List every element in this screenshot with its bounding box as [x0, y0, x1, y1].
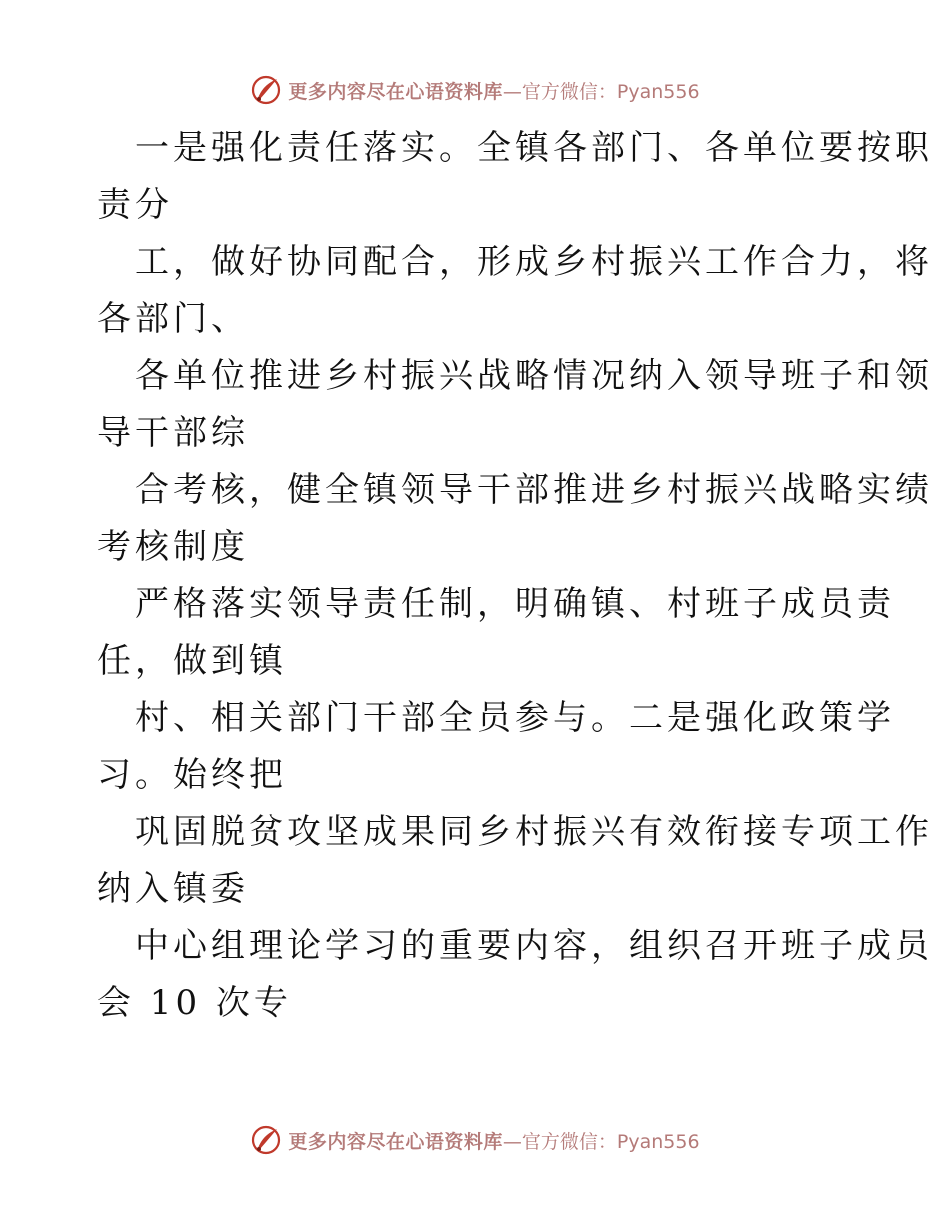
paragraph-line: 中心组理论学习的重要内容，组织召开班子成员: [135, 926, 933, 966]
footer-banner-suffix: —官方微信：Pyan556: [502, 1130, 700, 1153]
paragraph-1: [97, 120, 933, 234]
paragraph-3: [97, 348, 933, 462]
paragraph-continuation: 会 10 次专: [97, 983, 292, 1023]
paragraph-5: [97, 576, 895, 690]
paragraph-4: [97, 462, 933, 576]
paragraph-continuation: 任，做到镇: [97, 641, 287, 681]
paragraph-7: [97, 804, 933, 918]
header-banner-text: 更多内容尽在心语资料库: [288, 80, 503, 103]
paragraph-line: 工，做好协同配合，形成乡村振兴工作合力，将: [135, 242, 933, 282]
quill-logo-icon: [250, 74, 282, 106]
paragraph-continuation: 习。始终把: [97, 755, 287, 795]
paragraph-continuation: 考核制度: [97, 527, 249, 567]
paragraph-continuation: 各部门、: [97, 299, 249, 339]
paragraph-continuation: 纳入镇委: [97, 869, 249, 909]
quill-logo-icon: [250, 1124, 282, 1156]
paragraph-continuation: 责分: [97, 185, 173, 225]
footer-banner-text: 更多内容尽在心语资料库: [288, 1130, 503, 1153]
document-body: [97, 120, 933, 1032]
header-banner-suffix: —官方微信：Pyan556: [502, 80, 700, 103]
header-banner: [0, 70, 950, 110]
paragraph-line: 严格落实领导责任制，明确镇、村班子成员责: [135, 584, 895, 624]
paragraph-line: 巩固脱贫攻坚成果同乡村振兴有效衔接专项工作: [135, 812, 933, 852]
paragraph-2: [97, 234, 933, 348]
paragraph-6: [97, 690, 895, 804]
paragraph-line: 村、相关部门干部全员参与。二是强化政策学: [135, 698, 895, 738]
paragraph-continuation: 导干部综: [97, 413, 249, 453]
paragraph-line: 各单位推进乡村振兴战略情况纳入领导班子和领: [135, 356, 933, 396]
paragraph-line: 一是强化责任落实。全镇各部门、各单位要按职: [135, 128, 933, 168]
footer-banner: [0, 1120, 950, 1160]
paragraph-8: [97, 918, 933, 1032]
paragraph-line: 合考核，健全镇领导干部推进乡村振兴战略实绩: [135, 470, 933, 510]
